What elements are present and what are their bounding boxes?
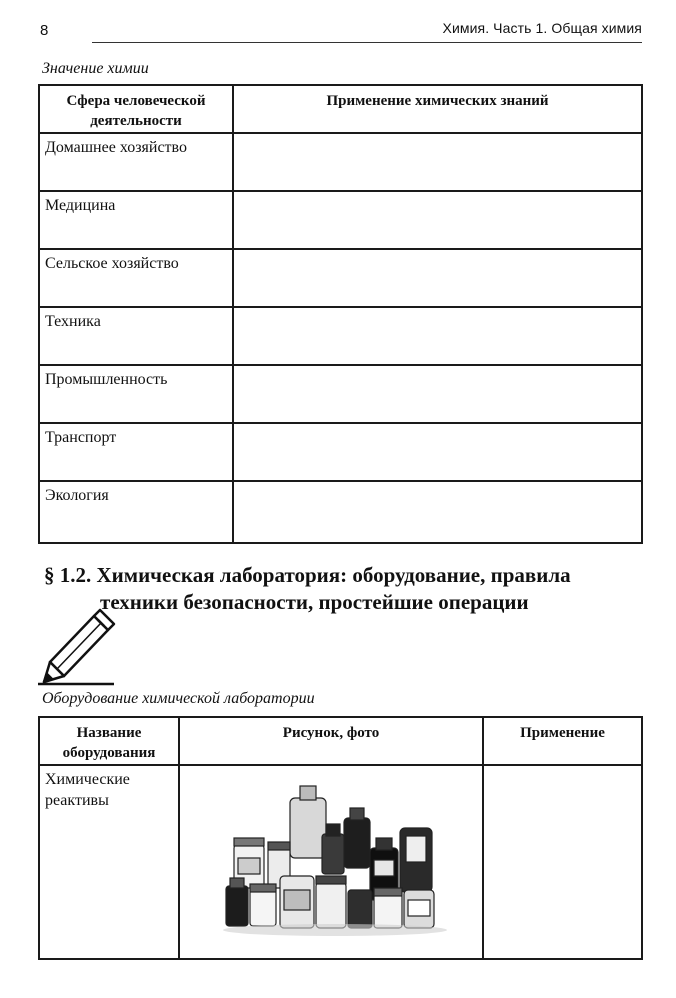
sphere-label: Домашнее хозяйство (45, 139, 187, 156)
table2-header-name: Название оборудования (39, 717, 179, 765)
reagent-bottles-photo (220, 778, 450, 938)
table-row (39, 365, 642, 423)
table1-header-application: Применение химических знаний (233, 85, 642, 133)
table2-caption: Оборудование химической лаборатории (42, 690, 315, 707)
sphere-cell (39, 307, 233, 365)
table-row (39, 191, 642, 249)
equipment-name-cell (39, 765, 179, 959)
table-row (39, 249, 642, 307)
section-heading (44, 562, 571, 616)
sphere-cell (39, 365, 233, 423)
sphere-label: Экология (45, 487, 109, 504)
page-number: 8 (40, 22, 49, 39)
sphere-cell (39, 423, 233, 481)
application-cell[interactable] (233, 133, 642, 191)
pencil-icon (34, 604, 116, 686)
sphere-label: Транспорт (45, 429, 117, 446)
table2-header-picture: Рисунок, фото (179, 717, 483, 765)
equipment-name-label: Химические реактивы (45, 771, 130, 809)
section-heading-line2: техники безопасности, простейшие операции (100, 590, 529, 614)
sphere-cell (39, 249, 233, 307)
sphere-label: Сельское хозяйство (45, 255, 179, 272)
application-cell[interactable] (233, 249, 642, 307)
sphere-cell (39, 191, 233, 249)
sphere-label: Медицина (45, 197, 116, 214)
sphere-label: Промышленность (45, 371, 168, 388)
application-cell[interactable] (233, 191, 642, 249)
table1-header-sphere: Сфера человеческой деятельности (39, 85, 233, 133)
sphere-label: Техника (45, 313, 101, 330)
section-heading-line1: § 1.2. Химическая лаборатория: оборудование, правила (44, 563, 571, 587)
running-title: Химия. Часть 1. Общая химия (442, 20, 642, 36)
equipment-usage-cell[interactable] (483, 765, 642, 959)
table-row (39, 133, 642, 191)
sphere-cell (39, 133, 233, 191)
table-row (39, 481, 642, 543)
table2-header-usage: Применение (483, 717, 642, 765)
chemistry-significance-table (38, 84, 643, 544)
table-row (39, 307, 642, 365)
table-row (39, 423, 642, 481)
table1-header-row (39, 85, 642, 133)
table2-header-row (39, 717, 642, 765)
application-cell[interactable] (233, 307, 642, 365)
application-cell[interactable] (233, 481, 642, 543)
application-cell[interactable] (233, 423, 642, 481)
header-rule (92, 42, 642, 43)
application-cell[interactable] (233, 365, 642, 423)
table1-caption: Значение химии (42, 60, 149, 77)
sphere-cell (39, 481, 233, 543)
